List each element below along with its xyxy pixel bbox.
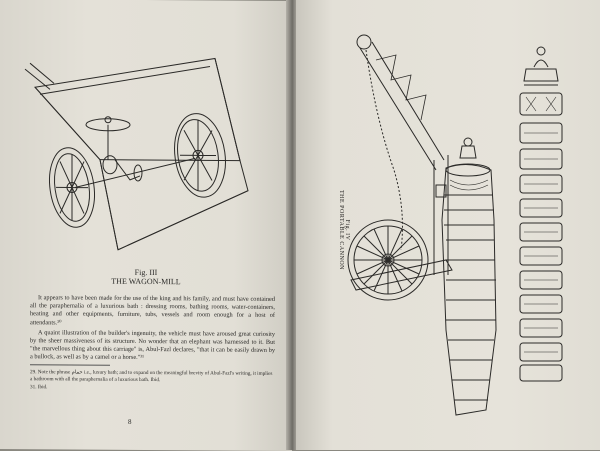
figure-title: THE WAGON-MILL bbox=[111, 276, 181, 287]
portable-cannon-drawing bbox=[346, 20, 506, 440]
cannon-segments-drawing bbox=[506, 45, 576, 385]
paragraph-1: It appears to have been made for the use of the king and his family, and must have contained all the paraphernalia of a luxurious bath : dressing rooms, bathing rooms, water-containers, heating and other equipments, furniture, tubs, vessels and room enough for a host of attendants.³⁰ bbox=[30, 294, 275, 327]
figure-iv-label: Fig. IV bbox=[344, 219, 350, 241]
figure-iv-caption bbox=[338, 190, 350, 270]
paragraph-2: A quaint illustration of the builder's ingenuity, the vehicle must have aroused great curiosity by the sheer massiveness of its structure. No wonder that an elephant was harnessed to it. But "the marvellous thing about this carriage" is, Abul-Fazl declares, "that it can be easily drawn by a bullock, as well as by a camel or a horse."³¹ bbox=[30, 329, 275, 362]
body-text bbox=[30, 294, 275, 365]
wagon-mill-drawing bbox=[20, 39, 270, 266]
page-number: 8 bbox=[128, 417, 132, 426]
left-page bbox=[0, 0, 292, 451]
footnotes bbox=[30, 369, 275, 394]
figure-label: Fig. III bbox=[134, 267, 158, 278]
figure-iv-title: THE PORTABLE CANNON bbox=[338, 190, 344, 270]
right-page bbox=[296, 0, 600, 450]
footnote-29: 29. Note the phrase حمام i.e., luxury bath; and to expand on the meaningful brevity of Abul-Fazl's writing, it implies a bathroom with all the paraphernalia of a luxurious bath. Ibid. bbox=[30, 369, 273, 384]
footnote-rule bbox=[30, 364, 110, 366]
footnote-31: 31. Ibid. bbox=[30, 384, 48, 391]
